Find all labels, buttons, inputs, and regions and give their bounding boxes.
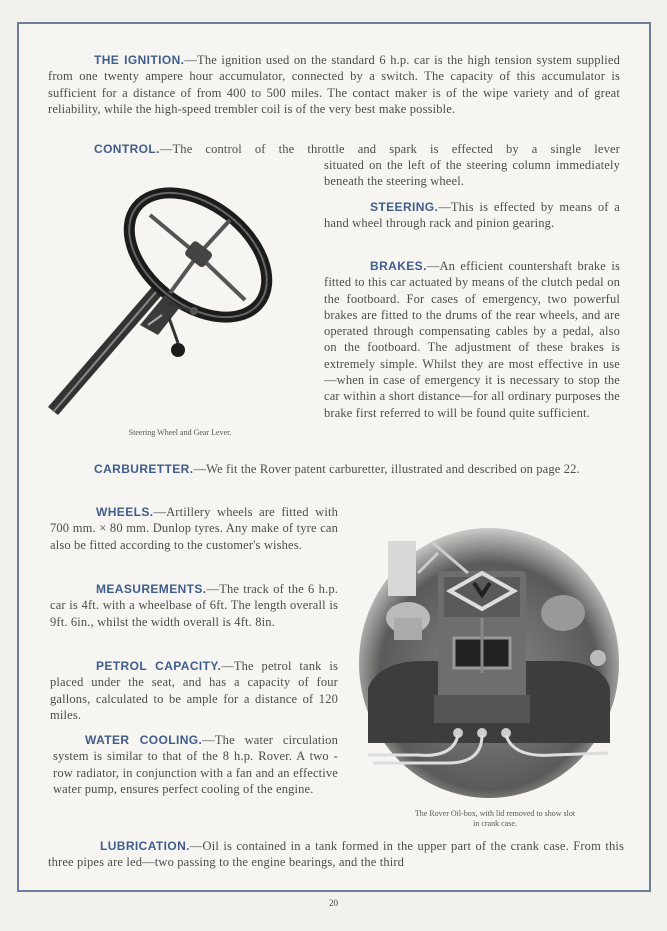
carburetter-text: —We fit the Rover patent carburetter, illustrated and described on page 22. [193, 462, 580, 476]
oil-box-caption-line-1: The Rover Oil-box, with lid removed to show slot [414, 809, 576, 818]
brakes-paragraph [324, 258, 620, 421]
lubrication-heading: LUBRICATION. [100, 839, 190, 853]
control-text-first: —The control of the throttle and spark is effected by a single lever [159, 142, 620, 156]
water-heading: WATER COOLING. [85, 733, 203, 747]
control-text-rest: situated on the left of the steering column immediately beneath the steering wheel. [324, 158, 620, 189]
page-number: 20 [329, 898, 338, 908]
petrol-text: —The petrol tank is placed under the seat, and has a capacity of four gallons, calculated to be ample for a distance of 120 miles. [50, 659, 338, 722]
petrol-heading: PETROL CAPACITY. [96, 659, 222, 673]
wheels-heading: WHEELS. [96, 505, 154, 519]
steering-text: —This is effected by means of a hand wheel through rack and pinion gearing. [324, 200, 620, 231]
ignition-heading: THE IGNITION. [94, 53, 185, 67]
carburetter-paragraph [48, 461, 620, 477]
lubrication-text: —Oil is contained in a tank formed in the upper part of the crank case. From this three pipes are led—two passing to the engine bearings, and the third [48, 839, 624, 870]
ignition-text: —The ignition used on the standard 6 h.p. car is the high tension system supplied from one twenty ampere hour accumulator, connected by a switch. The capacity of this accumulator is sufficient for a distance of from 400 to 500 miles. The contact maker is of the wipe variety and of great reliability, while the high-speed trembler coil is of the very best make possible. [48, 53, 620, 116]
measurements-heading: MEASUREMENTS. [96, 582, 207, 596]
wheels-text: —Artillery wheels are fitted with 700 mm. × 80 mm. Dunlop tyres. Any make of tyre can also be fitted according to the customer's wishes. [50, 505, 338, 552]
water-paragraph [53, 732, 338, 797]
wheels-paragraph [50, 504, 338, 553]
steering-paragraph [324, 199, 620, 232]
control-heading: CONTROL. [94, 142, 160, 156]
oil-box-caption [380, 809, 610, 829]
carburetter-heading: CARBURETTER. [94, 462, 194, 476]
lubrication-paragraph [48, 838, 624, 871]
steering-heading: STEERING. [370, 200, 439, 214]
brakes-heading: BRAKES. [370, 259, 427, 273]
oil-box-illustration [358, 513, 620, 803]
steering-wheel-illustration [40, 175, 290, 420]
ignition-paragraph [48, 52, 620, 117]
water-text: —The water circulation system is similar to that of the 8 h.p. Rover. A two - row radiator, in conjunction with a fan and an effective water pump, ensures perfect cooling of the engine. [53, 733, 338, 796]
measurements-paragraph [50, 581, 338, 630]
petrol-paragraph [50, 658, 338, 723]
brakes-text: —An efficient countershaft brake is fitted to this car actuated by means of the clutch pedal on the footboard. For cases of emergency, two powerful brakes are fitted to the drums of the rear wheels, and are operated through compensating cables by a pedal, also on the footboard. The adjustment of these brakes is extremely simple. Whilst they are most effective in use—when in case of emergency it is necessary to stop the car within a short distance—for all ordinary purposes the brake first referred to will be found quite sufficient. [324, 259, 620, 420]
steering-wheel-caption: Steering Wheel and Gear Lever. [128, 428, 232, 437]
measurements-text: —The track of the 6 h.p. car is 4ft. with a wheelbase of 6ft. The length overall is 9ft. 6in., whilst the width overall is 4ft. 8in. [50, 582, 338, 629]
control-rest [324, 157, 620, 190]
control-first-line [94, 141, 620, 157]
oil-box-caption-line-2: in crank case. [473, 819, 517, 828]
